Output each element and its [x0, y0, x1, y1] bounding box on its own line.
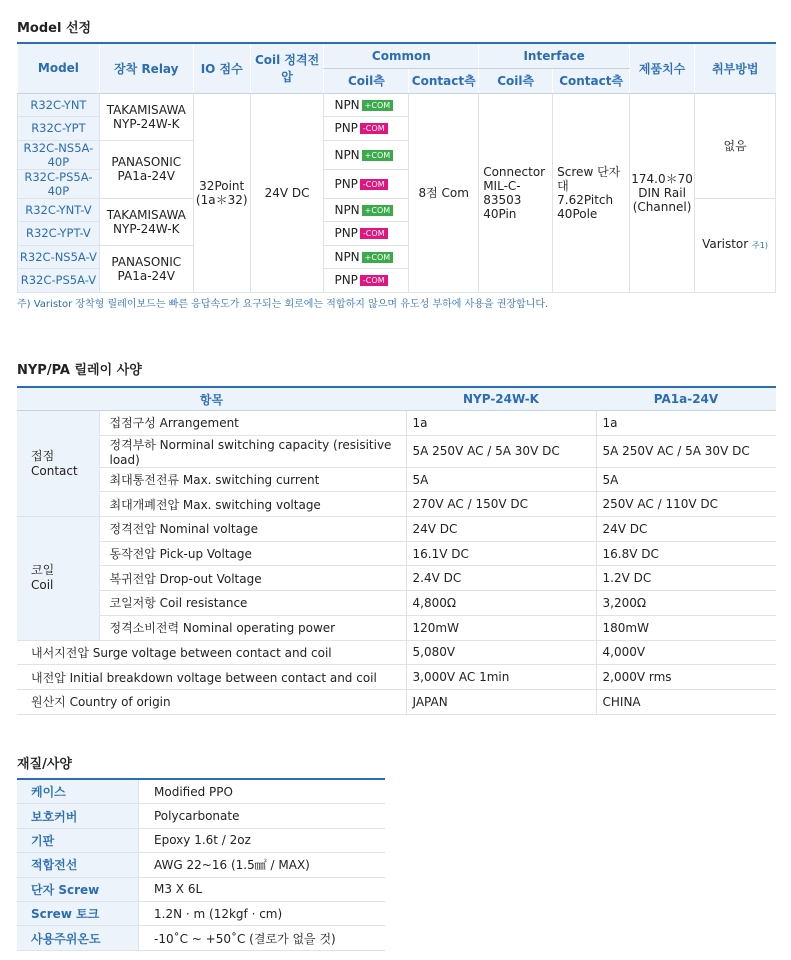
- spec-value-pa: 5A 250V AC / 5A 30V DC: [596, 435, 776, 467]
- material-key: 단자 Screw: [17, 877, 139, 901]
- plus-com-badge: +COM: [362, 205, 394, 216]
- spec-label: 접점구성 Arrangement: [99, 411, 406, 436]
- header-io: IO 점수: [193, 43, 250, 93]
- spec-value-nyp: 1a: [406, 411, 596, 436]
- header-common-coil: Coil측: [324, 68, 409, 93]
- material-value: Modified PPO: [139, 779, 386, 804]
- spec-value-pa: CHINA: [596, 689, 776, 714]
- header-relay: 장착 Relay: [99, 43, 193, 93]
- minus-com-badge: -COM: [360, 275, 388, 286]
- model-cell: R32C-NS5A-V: [18, 245, 100, 269]
- spec-value-pa: 1a: [596, 411, 776, 436]
- relay-spec-table: [17, 386, 776, 715]
- spec-value-nyp: JAPAN: [406, 689, 596, 714]
- header-interface-contact: Contact측: [553, 68, 630, 93]
- varistor-footnote: 주) Varistor 장착형 릴레이보드는 빠른 응답속도가 요구되는 회로에는 적합하지 않으며 유도성 부하에 사용을 권장합니다.: [17, 299, 549, 310]
- group-coil: 코일 Coil: [17, 517, 99, 640]
- model-cell: R32C-NS5A-40P: [18, 140, 100, 169]
- model-cell: R32C-PS5A-40P: [18, 169, 100, 198]
- mounting-varistor-cell: Varistor 주1): [695, 198, 776, 292]
- spec-label: 정격부하 Norminal switching capacity (resisitive load): [99, 435, 406, 467]
- spec-label: 원산지 Country of origin: [17, 689, 406, 714]
- spec-value-nyp: 24V DC: [406, 517, 596, 542]
- spec-label: 정격소비전력 Nominal operating power: [99, 615, 406, 640]
- group-contact: 접점 Contact: [17, 411, 99, 517]
- header-size: 제품치수: [630, 43, 695, 93]
- header-pa: PA1a-24V: [596, 387, 776, 411]
- spec-label: 동작전압 Pick-up Voltage: [99, 541, 406, 566]
- size-cell: 174.0＊70 DIN Rail (Channel): [630, 93, 695, 292]
- material-table: [17, 778, 385, 951]
- spec-value-nyp: 270V AC / 150V DC: [406, 492, 596, 517]
- spec-label: 최대개폐전압 Max. switching voltage: [99, 492, 406, 517]
- io-points-cell: 32Point (1a＊32): [193, 93, 250, 292]
- header-interface: Interface: [479, 43, 630, 68]
- spec-label: 최대통전전류 Max. switching current: [99, 467, 406, 492]
- relay-section-title: NYP/PA 릴레이 사양: [17, 363, 142, 378]
- material-value: 1.2N · m (12kgf · cm): [139, 901, 386, 925]
- header-nyp: NYP-24W-K: [406, 387, 596, 411]
- header-item: 항목: [17, 387, 406, 411]
- plus-com-badge: +COM: [362, 252, 394, 263]
- spec-value-pa: 3,200Ω: [596, 591, 776, 616]
- common-coil-cell: PNP -COM: [324, 222, 409, 246]
- spec-label: 정격전압 Nominal voltage: [99, 517, 406, 542]
- material-section-title: 재질/사양: [17, 757, 72, 772]
- plus-com-badge: +COM: [362, 100, 394, 111]
- material-value: M3 X 6L: [139, 877, 386, 901]
- header-model: Model: [18, 43, 100, 93]
- model-cell: R32C-PS5A-V: [18, 269, 100, 293]
- spec-label: 내전압 Initial breakdown voltage between contact and coil: [17, 665, 406, 690]
- common-coil-cell: PNP -COM: [324, 169, 409, 198]
- material-key: 보호커버: [17, 804, 139, 828]
- spec-value-nyp: 120mW: [406, 615, 596, 640]
- spec-value-nyp: 2.4V DC: [406, 566, 596, 591]
- common-coil-cell: PNP -COM: [324, 117, 409, 141]
- spec-value-pa: 16.8V DC: [596, 541, 776, 566]
- material-key: 사용주위온도: [17, 926, 139, 950]
- spec-value-nyp: 4,800Ω: [406, 591, 596, 616]
- material-value: Polycarbonate: [139, 804, 386, 828]
- common-coil-cell: NPN +COM: [324, 93, 409, 117]
- spec-value-pa: 24V DC: [596, 517, 776, 542]
- minus-com-badge: -COM: [360, 228, 388, 239]
- material-key: Screw 토크: [17, 901, 139, 925]
- spec-value-pa: 2,000V rms: [596, 665, 776, 690]
- spec-value-nyp: 5A 250V AC / 5A 30V DC: [406, 435, 596, 467]
- material-key: 적합전선: [17, 853, 139, 877]
- plus-com-badge: +COM: [362, 150, 394, 161]
- relay-cell: PANASONIC PA1a-24V: [99, 140, 193, 198]
- common-contact-cell: 8점 Com: [409, 93, 479, 292]
- spec-value-nyp: 16.1V DC: [406, 541, 596, 566]
- spec-label: 내서지전압 Surge voltage between contact and coil: [17, 640, 406, 665]
- material-key: 기판: [17, 828, 139, 852]
- model-cell: R32C-YNT-V: [18, 198, 100, 222]
- header-mounting: 취부방법: [695, 43, 776, 93]
- common-coil-cell: NPN +COM: [324, 198, 409, 222]
- spec-label: 복귀전압 Drop-out Voltage: [99, 566, 406, 591]
- minus-com-badge: -COM: [360, 123, 388, 134]
- spec-value-pa: 1.2V DC: [596, 566, 776, 591]
- material-value: AWG 22~16 (1.5㎟ / MAX): [139, 853, 386, 877]
- common-coil-cell: NPN +COM: [324, 245, 409, 269]
- header-common: Common: [324, 43, 479, 68]
- relay-cell: PANASONIC PA1a-24V: [99, 245, 193, 292]
- interface-coil-cell: Connector MIL-C-83503 40Pin: [479, 93, 553, 292]
- model-table: [17, 42, 776, 293]
- spec-value-pa: 180mW: [596, 615, 776, 640]
- spec-value-pa: 250V AC / 110V DC: [596, 492, 776, 517]
- material-key: 케이스: [17, 779, 139, 804]
- model-section-title: Model 선정: [17, 21, 92, 36]
- model-cell: R32C-YPT: [18, 117, 100, 141]
- mounting-none-cell: 없음: [695, 93, 776, 198]
- model-cell: R32C-YNT: [18, 93, 100, 117]
- coil-voltage-cell: 24V DC: [250, 93, 324, 292]
- spec-value-pa: 4,000V: [596, 640, 776, 665]
- spec-label: 코일저항 Coil resistance: [99, 591, 406, 616]
- spec-value-nyp: 5A: [406, 467, 596, 492]
- spec-value-pa: 5A: [596, 467, 776, 492]
- spec-value-nyp: 5,080V: [406, 640, 596, 665]
- common-coil-cell: PNP -COM: [324, 269, 409, 293]
- relay-cell: TAKAMISAWA NYP-24W-K: [99, 93, 193, 140]
- header-common-contact: Contact측: [409, 68, 479, 93]
- interface-contact-cell: Screw 단자대 7.62Pitch 40Pole: [553, 93, 630, 292]
- relay-cell: TAKAMISAWA NYP-24W-K: [99, 198, 193, 245]
- spec-value-nyp: 3,000V AC 1min: [406, 665, 596, 690]
- material-value: -10˚C ~ +50˚C (결로가 없을 것): [139, 926, 386, 950]
- material-value: Epoxy 1.6t / 2oz: [139, 828, 386, 852]
- common-coil-cell: NPN +COM: [324, 140, 409, 169]
- header-interface-coil: Coil측: [479, 68, 553, 93]
- header-coil-voltage: Coil 정격전압: [250, 43, 324, 93]
- model-cell: R32C-YPT-V: [18, 222, 100, 246]
- minus-com-badge: -COM: [360, 179, 388, 190]
